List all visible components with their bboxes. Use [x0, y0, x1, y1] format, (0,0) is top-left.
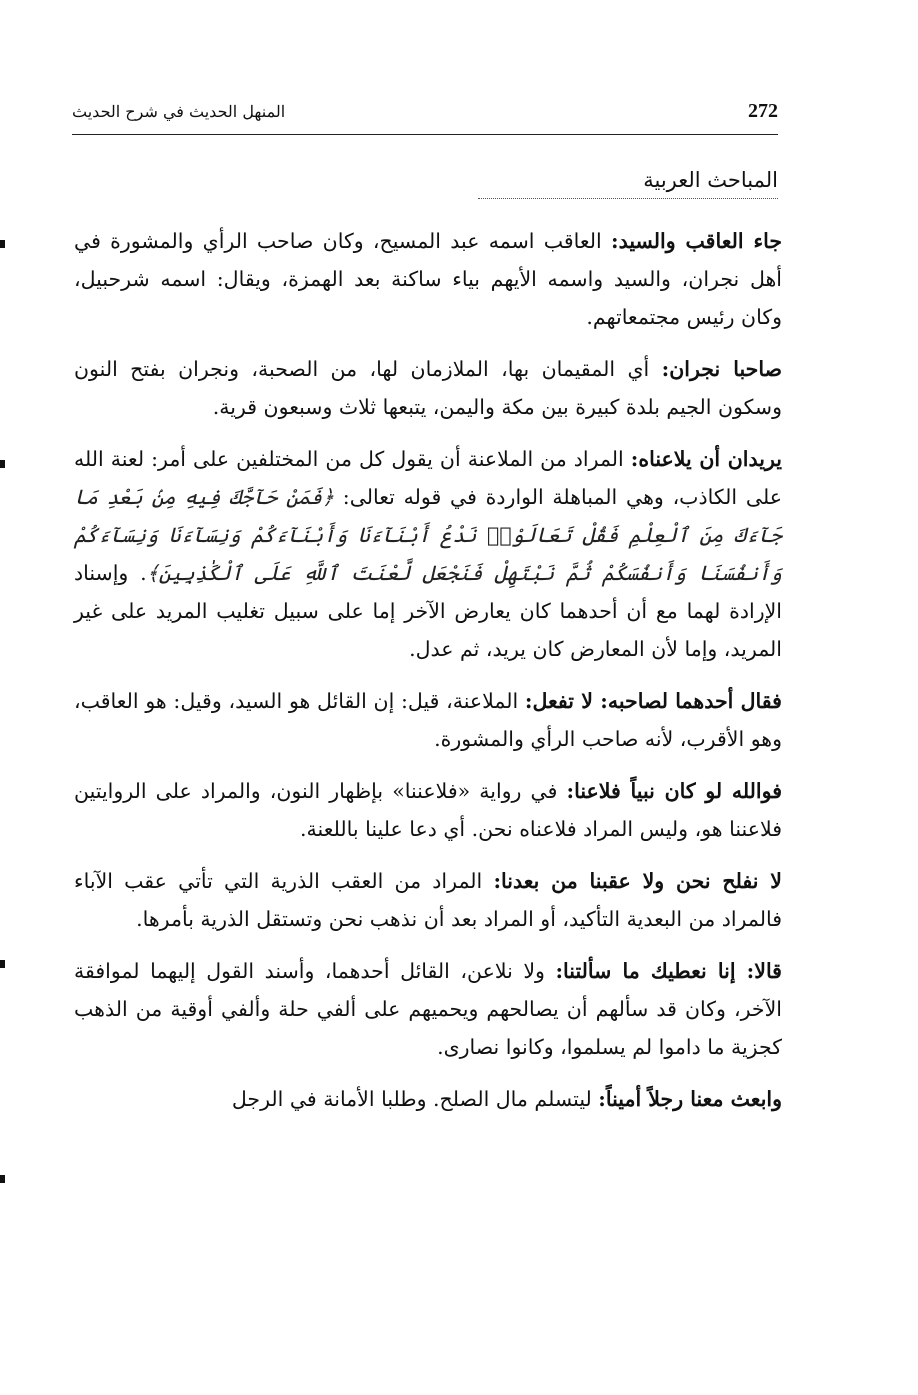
paragraph	[74, 952, 782, 1066]
paragraph-text-after: . وإسناد الإرادة لهما مع أن أحدهما كان يعارض الآخر إما على سبيل تغليب المريد على غير المريد، وإما لأن المعارض كان يريد، ثم عدل.	[74, 561, 782, 661]
paragraph-text: الملاعنة، قيل: إن القائل هو السيد، وقيل: هو العاقب، وهو الأقرب، لأنه صاحب الرأي والمشورة.	[74, 689, 782, 751]
paragraph	[74, 772, 782, 848]
paragraph	[74, 1080, 782, 1118]
paragraph	[74, 682, 782, 758]
paragraph-text: المراد من الملاعنة أن يقول كل من المختلفين على أمر: لعنة الله على الكاذب، وهي المباهلة الواردة في قوله تعالى:	[74, 447, 782, 509]
paragraph	[74, 440, 782, 668]
paragraph-text: ولا نلاعن، القائل أحدهما، وأسند القول إليهما لموافقة الآخر، وكان قد سألهم أن يصالحهم ويحميهم على ألفي حلة وألفي أوقية من الذهب كجزية ما داموا لم يسلموا، وكانوا نصارى.	[74, 959, 782, 1059]
scan-margin-mark	[0, 240, 5, 248]
page-header	[72, 98, 778, 135]
scan-margin-mark	[0, 960, 5, 968]
scan-margin-mark	[0, 460, 5, 468]
paragraph-text: المراد من العقب الذرية التي تأتي عقب الآباء فالمراد من البعدية التأكيد، أو المراد بعد أن نذهب نحن وتستقل الذرية بأمرها.	[74, 869, 782, 931]
paragraph-term: وابعث معنا رجلاً أميناً:	[598, 1087, 782, 1111]
paragraph-term: قالا: إنا نعطيك ما سألتنا:	[555, 959, 782, 983]
paragraph	[74, 350, 782, 426]
paragraph-text: ليتسلم مال الصلح. وطلبا الأمانة في الرجل	[231, 1087, 599, 1111]
paragraph	[74, 222, 782, 336]
paragraph-term: فقال أحدهما لصاحبه: لا تفعل:	[524, 689, 782, 713]
paragraph-term: يريدان أن يلاعناه:	[630, 447, 782, 471]
paragraph-term: جاء العاقب والسيد:	[611, 229, 782, 253]
paragraph-term: صاحبا نجران:	[661, 357, 782, 381]
paragraph-term: فوالله لو كان نبياً فلاعنا:	[566, 779, 783, 803]
page-number: 272	[748, 100, 778, 122]
quran-verse: ﴿فَمَنْ حَآجَّكَ فِيهِ مِنۢ بَعْدِ مَا جَآءَكَ مِنَ ٱلْعِلْمِ فَقُلْ تَعَالَوْا۟ نَدْعُ أَبْنَآءَنَا وَأَبْنَآءَكُمْ وَنِسَآءَنَا وَنِسَآءَكُمْ وَأَنفُسَنَا وَأَنفُسَكُمْ ثُمَّ نَبْتَهِلْ فَنَجْعَل لَّعْنَتَ ٱللَّهِ عَلَى ٱلْكَٰذِبِينَ﴾	[74, 485, 782, 585]
running-title: المنهل الحديث في شرح الحديث	[72, 102, 286, 121]
scan-margin-mark	[0, 1175, 5, 1183]
paragraph-text: في رواية «فلاعننا» بإظهار النون، والمراد على الروايتين فلاعننا هو، وليس المراد فلاعناه نحن. أي دعا علينا باللعنة.	[74, 779, 782, 841]
body-text	[74, 222, 782, 1132]
paragraph-text: العاقب اسمه عبد المسيح، وكان صاحب الرأي والمشورة في أهل نجران، والسيد واسمه الأيهم بياء ساكنة بعد الهمزة، ويقال: اسمه شرحبيل، وكان رئيس مجتمعاتهم.	[74, 229, 782, 329]
paragraph-text: أي المقيمان بها، الملازمان لها، من الصحبة، ونجران بفتح النون وسكون الجيم بلدة كبيرة بين مكة واليمن، يتبعها ثلاث وسبعون قرية.	[74, 357, 782, 419]
section-title: المباحث العربية	[478, 168, 778, 199]
paragraph-term: لا نفلح نحن ولا عقبنا من بعدنا:	[493, 869, 782, 893]
paragraph	[74, 862, 782, 938]
